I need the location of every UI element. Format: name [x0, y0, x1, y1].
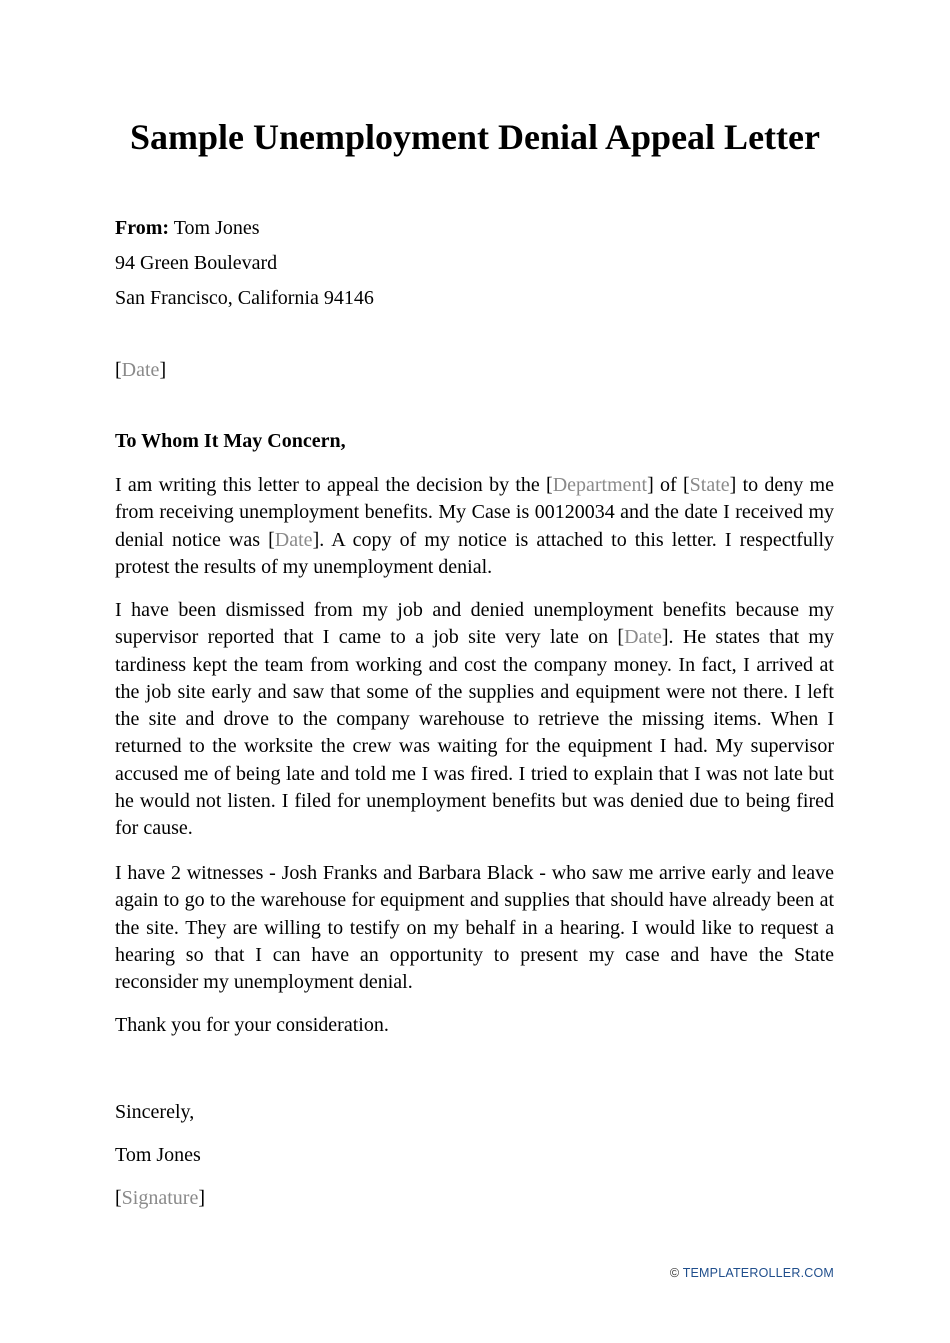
date-placeholder: Date	[121, 359, 160, 381]
date-placeholder: Date	[624, 626, 662, 649]
salutation: To Whom It May Concern,	[115, 430, 346, 452]
closing-thanks: Thank you for your consideration.	[115, 1014, 389, 1036]
page-title: Sample Unemployment Denial Appeal Letter	[130, 117, 820, 157]
sender-address-line1: 94 Green Boulevard	[115, 252, 278, 274]
paragraph-1-text: to deny me from receiving unemployment benefits. My Case is 00120034 and the date I received my denial notice was	[115, 474, 834, 551]
sender-address-line2: San Francisco, California 94146	[115, 287, 374, 309]
paragraph-1: I am writing this letter to appeal the decision by the [Department] of [State] to deny me from receiving unemployment benefits. My Case is 00120034 and the date I received my denial notice was [Date]. A copy of my notice is attached to this letter. I respectfully protest the results of my unemployment denial.	[115, 474, 835, 578]
date-placeholder: Date	[274, 528, 313, 551]
paragraph-1-text: . A copy of my notice is attached to this letter. I respectfully protest the results of my unemployment denial.	[115, 528, 835, 578]
signer-name: Tom Jones	[115, 1144, 201, 1166]
sender-name: Tom Jones	[173, 217, 260, 239]
signature-placeholder: Signature	[121, 1187, 199, 1209]
footer-credit	[670, 1266, 834, 1280]
paragraph-2-text: I have been dismissed from my job and denied unemployment benefits because my supervisor reported that I came to a job site very late on	[115, 599, 834, 649]
date-field: [Date]	[115, 359, 167, 381]
paragraph-2: I have been dismissed from my job and denied unemployment benefits because my supervisor reported that I came to a job site very late on [Date]. He states that my tardiness kept the team from working and cost the company money. In fact, I arrived at the job site early and saw that some of the supplies and equipment were not there. I left the site and drove to the company warehouse to retrieve the missing items. When I returned to the worksite the crew was waiting for the equipment I had. My supervisor accused me of being late and told me I was fired. I tried to explain that I was not late but he would not listen. I filed for unemployment benefits but was denied due to being fired for cause.	[115, 599, 834, 840]
paragraph-3: I have 2 witnesses - Josh Franks and Barbara Black - who saw me arrive early and leave again to go to the warehouse for equipment and supplies that should have already been at the site. They are willing to testify on my behalf in a hearing. I would like to request a hearing so that I can have an opportunity to present my case and have the State reconsider my unemployment denial.	[115, 862, 834, 994]
paragraph-1-text: I am writing this letter to appeal the decision by the	[115, 474, 547, 496]
paragraph-1-text: of	[653, 474, 683, 496]
footer-site-link[interactable]: TEMPLATEROLLER.COM	[682, 1266, 834, 1280]
state-placeholder: State	[689, 474, 730, 496]
sign-off: Sincerely,	[115, 1101, 195, 1123]
paragraph-2-text: . He states that my tardiness kept the team from working and cost the company money. In fact, I arrived at the job site early and saw that some of the supplies and equipment were not there. I left the site and drove to the company warehouse to retrieve the missing items. When I returned to the worksite the crew was waiting for the equipment I had. My supervisor accused me of being late and told me I was fired. I tried to explain that I was not late but he would not listen. I filed for unemployment benefits but was denied due to being fired for cause.	[115, 626, 834, 840]
department-placeholder: Department	[552, 474, 648, 496]
sender-from-line	[115, 215, 260, 242]
copyright-icon: ©	[669, 1266, 680, 1280]
signature-field: [Signature]	[115, 1187, 205, 1209]
from-label: From:	[115, 217, 170, 239]
